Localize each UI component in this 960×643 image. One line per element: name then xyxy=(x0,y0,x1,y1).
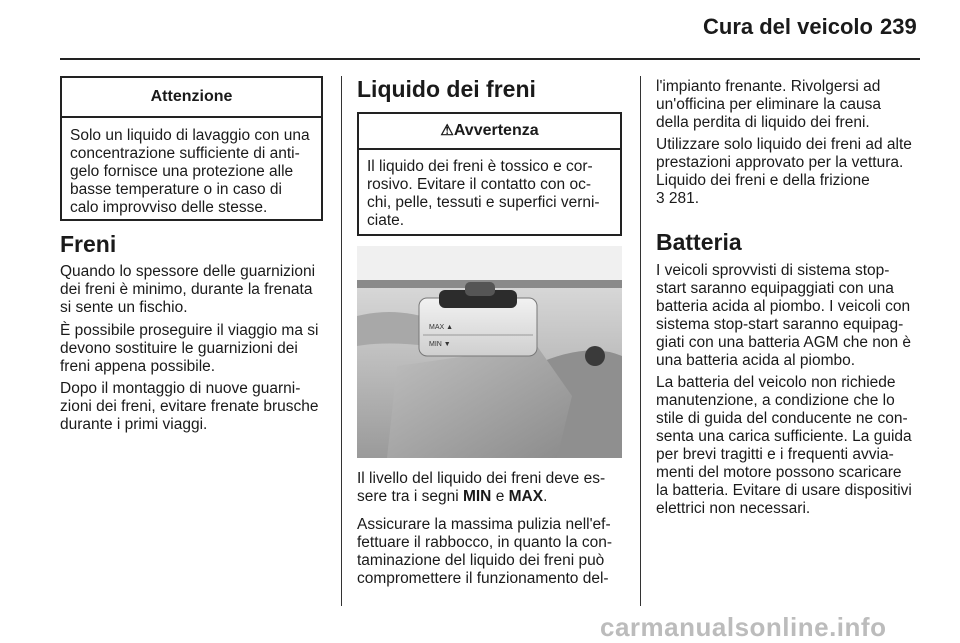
reservoir-min-mark: MIN ▼ xyxy=(429,341,451,348)
notice-text xyxy=(62,118,321,217)
min-mark-label: MIN xyxy=(462,488,492,505)
text-line: Assicurare la massima pulizia nell'ef- xyxy=(357,516,611,533)
warning-triangle-icon: ⚠ xyxy=(440,122,454,139)
paragraph xyxy=(656,262,911,370)
text-line: si sente un fischio. xyxy=(60,299,188,316)
text-line: zioni dei freni, evitare frenate brusche xyxy=(60,398,319,415)
paragraph xyxy=(656,78,881,132)
warning-heading-label: Avvertenza xyxy=(453,122,539,139)
text-line: devono sostituire le guarnizioni dei xyxy=(60,340,298,357)
page-reference-arrow: 3 xyxy=(656,190,665,207)
text-line xyxy=(357,488,605,506)
text-line: compromettere il funzionamento del- xyxy=(357,570,609,587)
page-reference-number: 281. xyxy=(664,190,700,207)
text-line: fettuare il rabbocco, in quanto la con- xyxy=(357,534,613,551)
text-line: prestazioni approvato per la vettura. xyxy=(656,154,904,171)
text-line: Quando lo spessore delle guarnizioni xyxy=(60,263,316,280)
text-line: per brevi tragitti e i frequenti avvia- xyxy=(656,446,894,463)
paragraph xyxy=(60,380,318,434)
text-line: l'impianto frenante. Rivolgersi ad xyxy=(656,78,881,95)
text-line: Liquido dei freni e della frizione xyxy=(656,172,870,189)
text-line: Solo un liquido di lavaggio con una xyxy=(70,127,310,144)
column-separator-right xyxy=(640,76,641,606)
text-line: Il livello del liquido dei freni deve es- xyxy=(357,470,606,487)
paragraph xyxy=(60,263,315,317)
text-line: freni appena possibile. xyxy=(60,358,216,375)
text-line: una batteria acida al piombo. xyxy=(656,352,856,369)
column-separator-left xyxy=(341,76,342,606)
text-segment: . xyxy=(543,488,548,505)
text-segment: e xyxy=(491,488,509,505)
text-line: la batteria. Evitare di usare dispositivi xyxy=(656,482,912,499)
text-line: ciate. xyxy=(367,212,405,229)
notice-heading: Attenzione xyxy=(62,78,321,118)
page-number: 239 xyxy=(880,14,917,39)
section-heading-liquido-freni: Liquido dei freni xyxy=(357,76,536,102)
text-line: menti del motore possono scaricare xyxy=(656,464,902,481)
paragraph xyxy=(656,374,912,518)
text-line: dei freni è minimo, durante la frenata xyxy=(60,281,313,298)
text-line: I veicoli sprovvisti di sistema stop- xyxy=(656,262,890,279)
text-line: È possibile proseguire il viaggio ma si xyxy=(60,322,319,339)
text-line: rosivo. Evitare il contatto con oc- xyxy=(367,176,591,193)
paragraph xyxy=(60,322,318,376)
warning-box xyxy=(357,112,622,236)
reservoir-max-mark: MAX ▲ xyxy=(429,324,454,331)
text-line: batteria acida al piombo. I veicoli con xyxy=(656,298,911,315)
text-line: start saranno equipaggiati con una xyxy=(656,280,894,297)
paragraph xyxy=(357,516,612,588)
text-line: giati con una batteria AGM che non è xyxy=(656,334,912,351)
text-line: gelo fornisce una protezione alle xyxy=(70,163,294,180)
text-line: Dopo il montaggio di nuove guarni- xyxy=(60,380,301,397)
text-line: durante i primi viaggi. xyxy=(60,416,208,433)
section-heading-freni: Freni xyxy=(60,231,117,257)
text-line: manutenzione, a condizione che lo xyxy=(656,392,895,409)
text-line: concentrazione sufficiente di anti- xyxy=(70,145,300,162)
text-line: calo improvviso delle stesse. xyxy=(70,199,268,216)
brake-fluid-reservoir-photo xyxy=(357,246,622,458)
warning-heading xyxy=(359,114,620,150)
text-line: taminazione del liquido dei freni può xyxy=(357,552,605,569)
text-line: La batteria del veicolo non richiede xyxy=(656,374,896,391)
page-header-title: Cura del veicolo xyxy=(703,14,873,39)
text-line: stile di guida del conducente ne con- xyxy=(656,410,908,427)
header-rule xyxy=(60,58,920,60)
text-line: della perdita di liquido dei freni. xyxy=(656,114,870,131)
text-line: Utilizzare solo liquido dei freni ad alte xyxy=(656,136,912,153)
page-reference[interactable] xyxy=(656,190,912,208)
max-mark-label: MAX xyxy=(508,488,544,505)
warning-text xyxy=(359,150,620,230)
section-heading-batteria: Batteria xyxy=(656,229,742,255)
text-line: chi, pelle, tessuti e superfici verni- xyxy=(367,194,600,211)
paragraph xyxy=(656,136,912,208)
notice-box xyxy=(60,76,323,221)
text-line: un'officina per eliminare la causa xyxy=(656,96,881,113)
watermark: carmanualsonline.info xyxy=(600,612,887,642)
text-line: elettrici non necessari. xyxy=(656,500,811,517)
text-line: sistema stop-start saranno equipag- xyxy=(656,316,904,333)
text-line: senta una carica sufficiente. La guida xyxy=(656,428,912,445)
text-line: Il liquido dei freni è tossico e cor- xyxy=(367,158,593,175)
paragraph xyxy=(357,470,605,506)
text-segment: sere tra i segni xyxy=(357,488,463,505)
text-line: basse temperature o in caso di xyxy=(70,181,282,198)
